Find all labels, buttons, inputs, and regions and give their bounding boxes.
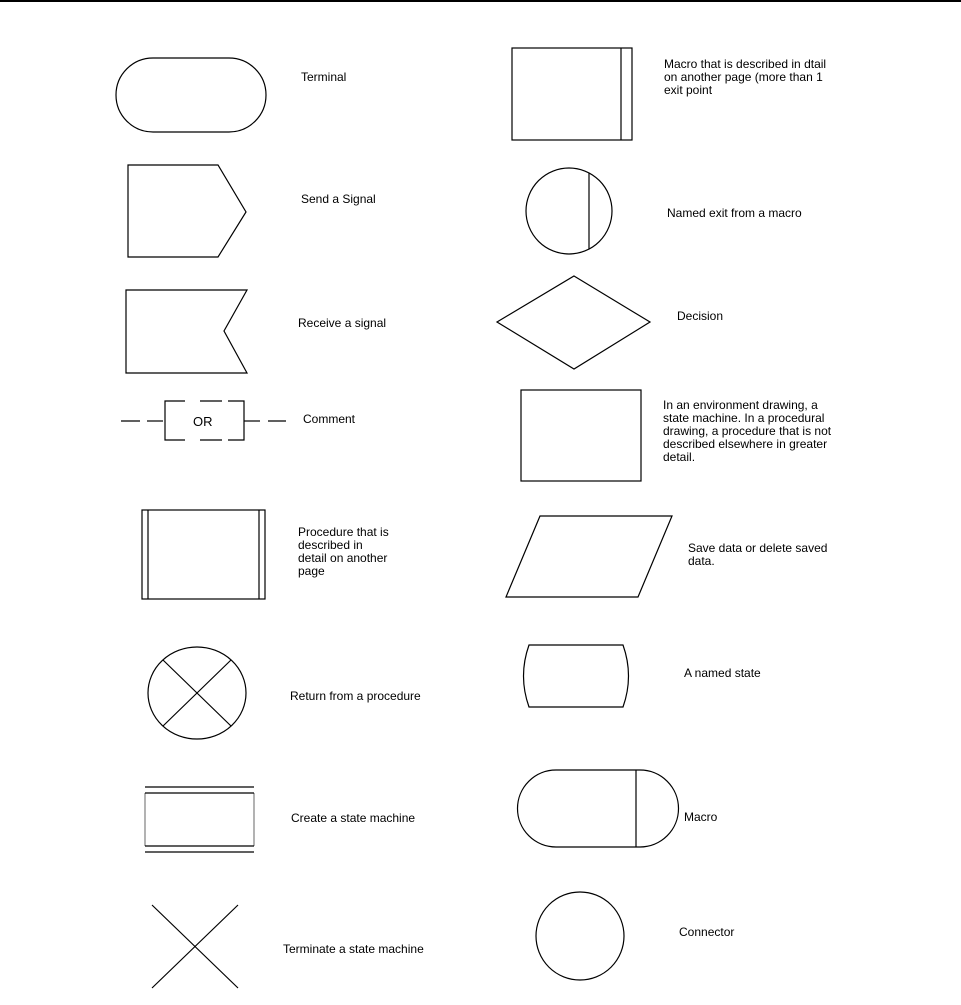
- label-macro: Macro: [684, 810, 718, 824]
- label-decision: Decision: [677, 309, 724, 323]
- label-connector: Connector: [679, 925, 735, 939]
- receive-signal-symbol: [126, 290, 247, 373]
- label-procedure-detail: Procedure that is described in detail on another page: [298, 525, 389, 578]
- procedure-detail-symbol: [142, 510, 265, 599]
- label-comment: Comment: [303, 412, 356, 426]
- label-return-procedure: Return from a procedure: [290, 689, 421, 703]
- macro-symbol: [518, 770, 679, 847]
- connector-symbol: [536, 892, 624, 980]
- label-state-machine-procedure: In an environment drawing, a state machine. In a procedural drawing, a procedure that is not described elsewhere in greater detail.: [663, 398, 832, 464]
- label-save-data: Save data or delete saved data.: [688, 541, 828, 568]
- terminate-state-machine-symbol: [152, 905, 238, 988]
- label-terminate-state-machine: Terminate a state machine: [283, 942, 424, 956]
- send-signal-symbol: [128, 165, 246, 257]
- return-procedure-symbol: [148, 647, 246, 739]
- named-state-symbol: [524, 645, 629, 707]
- save-data-symbol: [506, 516, 672, 597]
- comment-symbol: [121, 401, 286, 440]
- create-state-machine-symbol: [145, 787, 254, 852]
- label-named-exit: Named exit from a macro: [667, 206, 802, 220]
- state-machine-procedure-symbol: [521, 390, 641, 481]
- label-receive-signal: Receive a signal: [298, 316, 387, 330]
- named-exit-symbol: [526, 168, 612, 254]
- label-macro-detail: Macro that is described in dtail on another page (more than 1 exit point: [664, 57, 827, 97]
- comment-or-text: OR: [193, 414, 213, 429]
- macro-detail-symbol: [512, 48, 632, 140]
- label-terminal: Terminal: [301, 70, 347, 84]
- label-create-state-machine: Create a state machine: [291, 811, 416, 825]
- terminal-symbol: [116, 58, 266, 132]
- label-named-state: A named state: [684, 666, 761, 680]
- decision-symbol: [497, 276, 650, 369]
- label-send-signal: Send a Signal: [301, 192, 376, 206]
